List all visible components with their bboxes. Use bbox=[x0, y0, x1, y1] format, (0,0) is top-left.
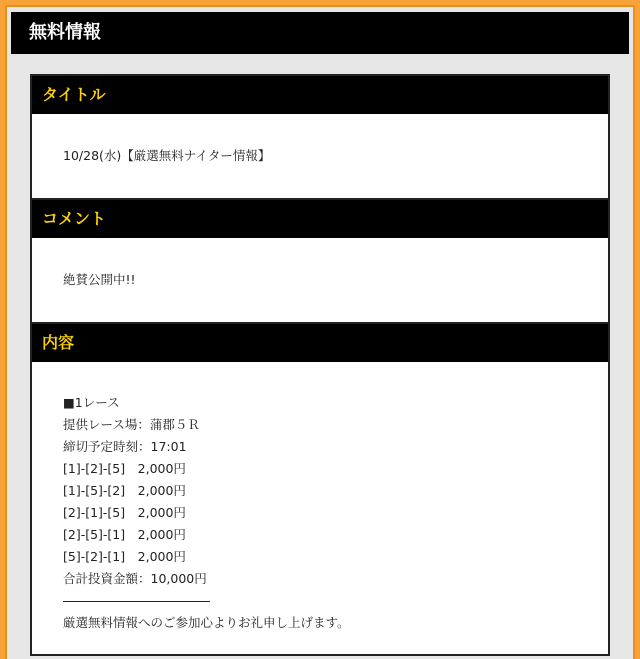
comment-text: 絶賛公開中!! bbox=[63, 272, 136, 287]
content-body bbox=[32, 362, 608, 654]
section-header-content: 内容 bbox=[32, 322, 608, 362]
total-text: 合計投資金額：10,000円 bbox=[63, 571, 207, 586]
title-text: 10/28(水)【厳選無料ナイター情報】 bbox=[63, 148, 271, 163]
divider bbox=[63, 601, 210, 602]
section-header-comment: コメント bbox=[32, 198, 608, 238]
deadline-text: 締切予定時刻：17:01 bbox=[63, 439, 187, 454]
bet-line: [1]-[2]-[5] 2,000円 bbox=[63, 461, 186, 476]
content-panel bbox=[5, 5, 635, 659]
thanks-text: 厳選無料情報へのご参加心よりお礼申し上げます。 bbox=[63, 615, 350, 630]
page-title: 無料情報 bbox=[11, 12, 629, 54]
bet-line: [1]-[5]-[2] 2,000円 bbox=[63, 483, 186, 498]
bet-line: [2]-[1]-[5] 2,000円 bbox=[63, 505, 186, 520]
bet-line: [2]-[5]-[1] 2,000円 bbox=[63, 527, 186, 542]
venue-text: 提供レース場：蒲郡５Ｒ bbox=[63, 417, 200, 432]
bet-line: [5]-[2]-[1] 2,000円 bbox=[63, 549, 186, 564]
info-card bbox=[30, 74, 610, 656]
race-label: ■1レース bbox=[63, 395, 120, 410]
section-header-title: タイトル bbox=[32, 76, 608, 114]
